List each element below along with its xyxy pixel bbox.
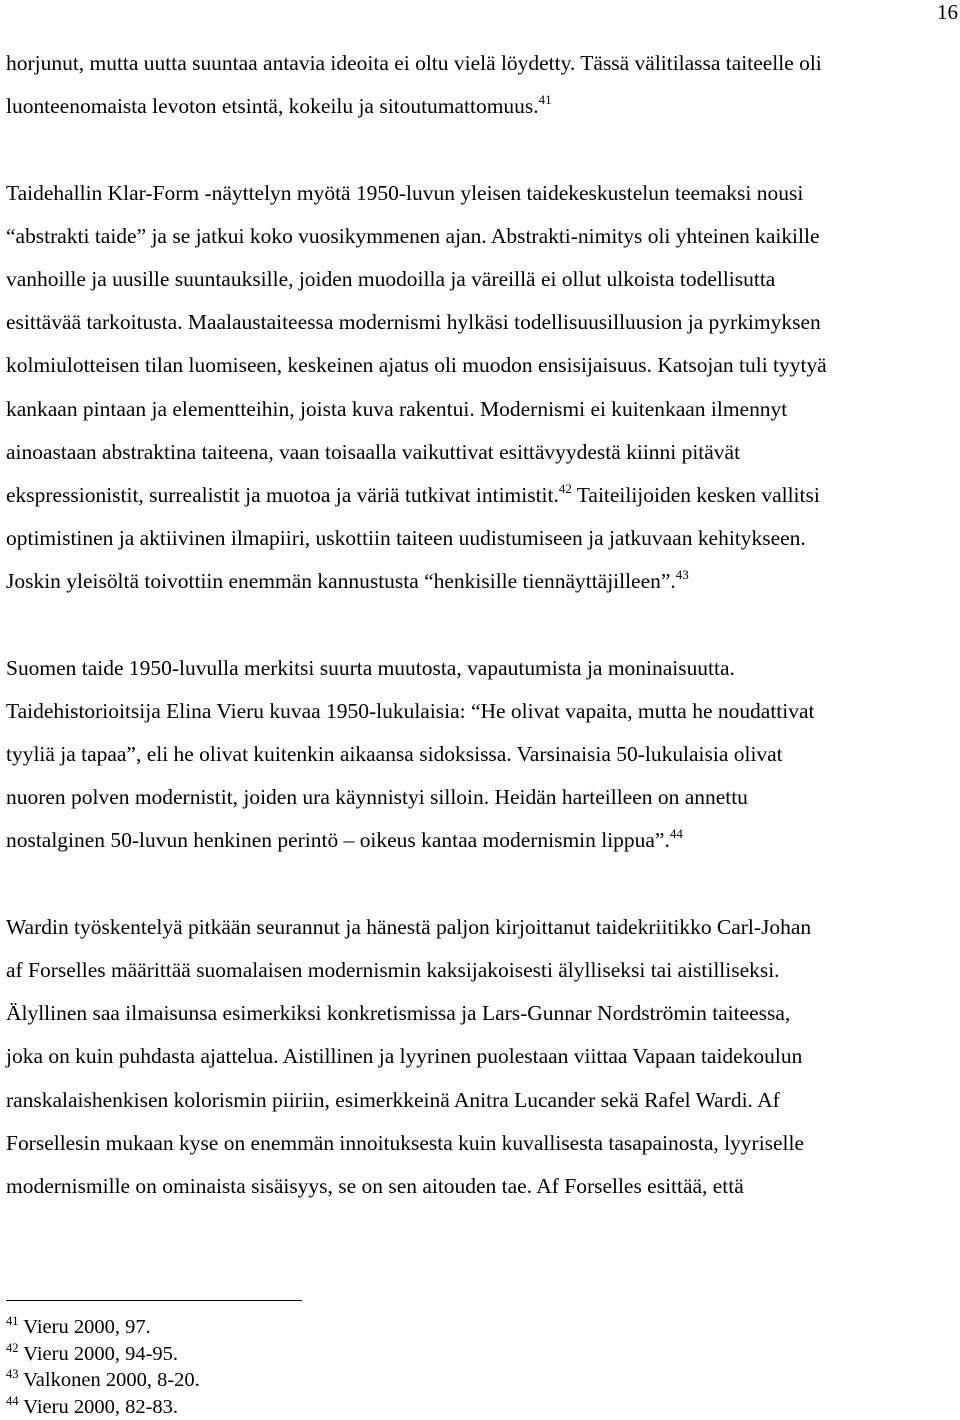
- text-line: [6, 215, 956, 258]
- text-segment: kankaan pintaan ja elementteihin, joista kuva rakentui. Modernismi ei kuitenkaan ilmennyt: [6, 396, 788, 421]
- text-line: [6, 690, 956, 733]
- text-segment: ekspressionistit, surrealistit ja muotoa ja väriä tutkivat intimistit.: [6, 482, 559, 507]
- footnote-text: Vieru 2000, 82-83.: [23, 1395, 179, 1418]
- footnotes: [6, 1314, 200, 1420]
- text-line: [6, 344, 956, 387]
- footnote: [6, 1394, 200, 1420]
- page-number: 16: [937, 0, 958, 24]
- text-line: [6, 992, 956, 1035]
- text-line: [6, 906, 956, 949]
- paragraph: [6, 42, 956, 128]
- footnote-number: 41: [6, 1314, 19, 1328]
- text-segment: nostalginen 50-luvun henkinen perintö – oikeus kantaa modernismin lippua”.: [6, 828, 670, 853]
- text-line: [6, 172, 956, 215]
- text-line: [6, 1035, 956, 1078]
- text-segment: Taidehallin Klar-Form -näyttelyn myötä 1950-luvun yleisen taidekeskustelun teemaksi nousi: [6, 180, 804, 205]
- footnote-reference: 42: [558, 480, 572, 496]
- paragraph: [6, 647, 956, 863]
- text-line: [6, 819, 956, 862]
- text-segment: Suomen taide 1950-luvulla merkitsi suurta muutosta, vapautumista ja moninaisuutta.: [6, 655, 735, 680]
- text-line: [6, 301, 956, 344]
- text-line: [6, 42, 956, 85]
- footnote: [6, 1341, 200, 1368]
- paragraph: [6, 172, 956, 604]
- text-segment: ranskalaishenkisen kolorismin piiriin, esimerkkeinä Anitra Lucander sekä Rafel Wardi. Af: [6, 1087, 780, 1112]
- text-line: [6, 474, 956, 517]
- paragraph: [6, 906, 956, 1208]
- text-segment: luonteenomaista levoton etsintä, kokeilu ja sitoutumattomuus.: [6, 94, 539, 119]
- text-line: [6, 560, 956, 603]
- text-line: [6, 733, 956, 776]
- text-segment: ainoastaan abstraktina taiteena, vaan toisaalla vaikuttivat esittävyydestä kiinni pitävät: [6, 439, 741, 464]
- footnote: [6, 1367, 200, 1394]
- text-segment: tyyliä ja tapaa”, eli he olivat kuitenkin aikaansa sidoksissa. Varsinaisia 50-lukulaisia olivat: [6, 742, 783, 766]
- text-segment: Wardin työskentelyä pitkään seurannut ja hänestä paljon kirjoittanut taidekriitikko Carl-Johan: [6, 914, 812, 939]
- body-text: [6, 42, 956, 1208]
- text-line: [6, 388, 956, 431]
- text-segment: Älyllinen saa ilmaisunsa esimerkiksi konkretismissa ja Lars-Gunnar Nordströmin taiteessa,: [6, 1001, 791, 1026]
- footnote-number: 42: [6, 1340, 19, 1355]
- footnote-text: Vieru 2000, 97.: [23, 1316, 151, 1338]
- text-line: [6, 85, 956, 128]
- footnote-reference: 41: [538, 92, 552, 108]
- text-segment: Forsellesin mukaan kyse on enemmän innoituksesta kuin kuvallisesta tasapainosta, lyyriselle: [6, 1130, 805, 1155]
- text-segment: esittävää tarkoitusta. Maalaustaiteessa modernismi hylkäsi todellisuusilluusion ja pyrkimyksen: [6, 310, 821, 335]
- footnote: [6, 1314, 200, 1341]
- text-segment: af Forselles määrittää suomalaisen modernismin kaksijakoisesti älylliseksi tai aistilliseksi.: [6, 957, 780, 982]
- footnote-separator: [6, 1300, 302, 1301]
- footnote-text: Valkonen 2000, 8-20.: [23, 1369, 200, 1391]
- footnote-reference: 44: [669, 826, 683, 842]
- footnote-number: 44: [6, 1393, 19, 1408]
- text-line: [6, 647, 956, 690]
- text-line: [6, 431, 956, 474]
- text-segment: vanhoille ja uusille suuntauksille, joiden muodoilla ja väreillä ei ollut ulkoista todellisutta: [6, 266, 776, 291]
- text-segment: Taiteilijoiden kesken vallitsi: [571, 482, 820, 507]
- text-line: [6, 1165, 956, 1208]
- text-line: [6, 517, 956, 560]
- text-segment: nuoren polven modernistit, joiden ura käynnistyi silloin. Heidän harteilleen on annettu: [6, 785, 748, 810]
- text-line: [6, 1122, 956, 1165]
- footnote-number: 43: [6, 1367, 19, 1381]
- footnote-reference: 43: [675, 567, 689, 583]
- text-segment: Taidehistorioitsija Elina Vieru kuvaa 1950-lukulaisia: “He olivat vapaita, mutta he noudattivat: [6, 698, 815, 723]
- text-segment: modernismille on ominaista sisäisyys, se on sen aitouden tae. Af Forselles esittää, että: [6, 1173, 744, 1198]
- text-line: [6, 1079, 956, 1122]
- text-segment: kolmiulotteisen tilan luomiseen, keskeinen ajatus oli muodon ensisijaisuus. Katsojan tuli tyytyä: [6, 353, 827, 378]
- text-line: [6, 776, 956, 819]
- text-line: [6, 949, 956, 992]
- text-segment: joka on kuin puhdasta ajattelua. Aistillinen ja lyyrinen puolestaan viittaa Vapaan taidekoulun: [6, 1044, 803, 1069]
- text-segment: Joskin yleisöltä toivottiin enemmän kannustusta “henkisille tiennäyttäjilleen”.: [6, 569, 676, 594]
- text-segment: “abstrakti taide” ja se jatkui koko vuosikymmenen ajan. Abstrakti-nimitys oli yhteinen kaikille: [6, 223, 820, 248]
- text-segment: horjunut, mutta uutta suuntaa antavia ideoita ei oltu vielä löydetty. Tässä välitilassa taiteelle oli: [6, 51, 822, 75]
- footnote-text: Vieru 2000, 94-95.: [23, 1342, 179, 1365]
- text-segment: optimistinen ja aktiivinen ilmapiiri, uskottiin taiteen uudistumiseen ja jatkuvaan kehitykseen.: [6, 526, 806, 551]
- text-line: [6, 258, 956, 301]
